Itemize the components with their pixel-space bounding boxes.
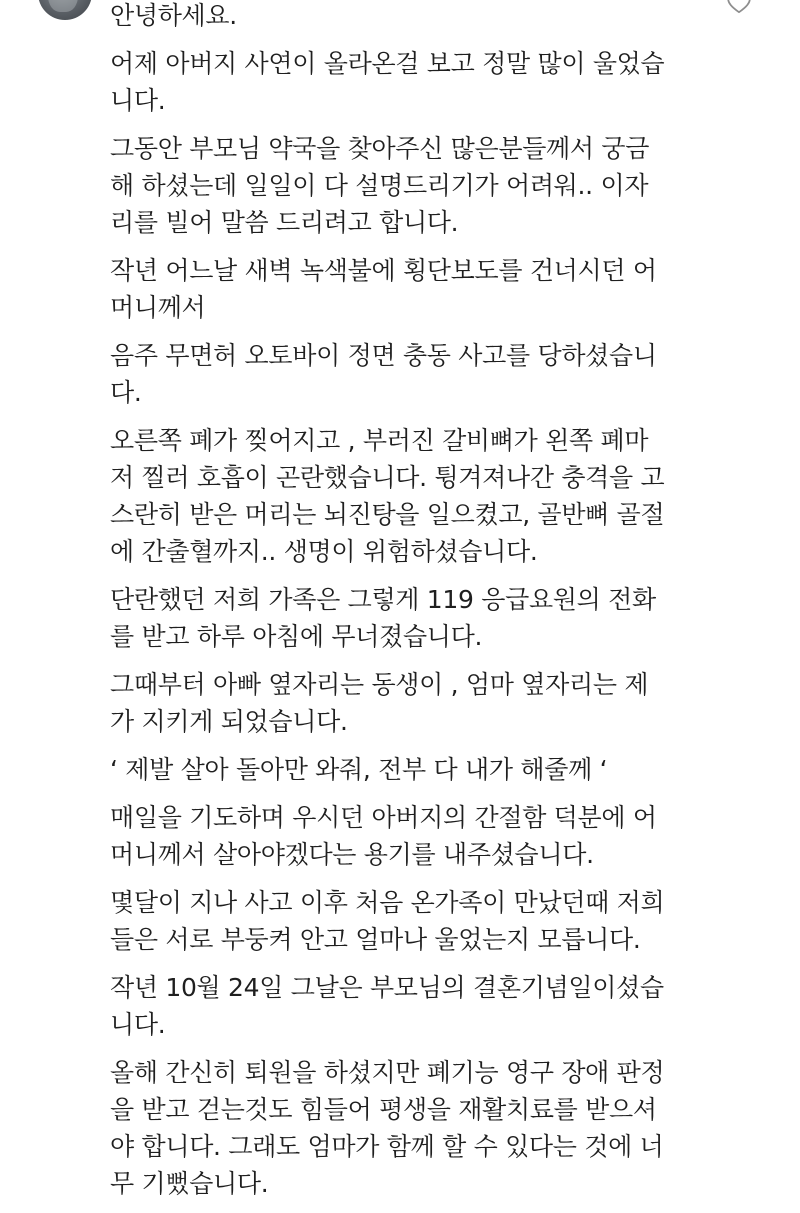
comment-paragraph: 음주 무면허 오토바이 정면 충동 사고를 당하셨습니 다. — [110, 341, 657, 407]
comment-paragraph: 오른쪽 폐가 찢어지고 , 부러진 갈비뼈가 왼쪽 폐마 저 찔러 호흡이 곤란했습니다. 튕겨져나간 충격을 고 스란히 받은 머리는 뇌진탕을 일으켰고, 골반뼈 골절 에 간출혈까지.. 생명이 위험하셨습니다. — [110, 426, 665, 566]
comment-paragraph: 매일을 기도하며 우시던 아버지의 간절함 덕분에 어 머니께서 살아야겠다는 용기를 내주셨습니다. — [110, 803, 657, 869]
comment-quote: ‘ 제발 살아 돌아만 와줘, 전부 다 내가 해줄께 ‘ — [110, 755, 608, 784]
avatar[interactable] — [38, 0, 92, 20]
comment-body — [110, 0, 690, 1213]
comment-paragraph: 작년 어느날 새벽 녹색불에 횡단보도를 건너시던 어 머니께서 — [110, 256, 657, 322]
comment-paragraph: 그때부터 아빠 옆자리는 동생이 , 엄마 옆자리는 제 가 지키게 되었습니다. — [110, 670, 649, 736]
comment-paragraph: 단란했던 저희 가족은 그렇게 119 응급요원의 전화 를 받고 하루 아침에 무너졌습니다. — [110, 585, 656, 651]
comment-paragraph: 올해 간신히 퇴원을 하셨지만 폐기능 영구 장애 판정 을 받고 걷는것도 힘들어 평생을 재활치료를 받으셔 야 합니다. 그래도 엄마가 함께 할 수 있다는 것에 너 무 기뻤습니다. — [110, 1058, 665, 1198]
comment-paragraph: 그동안 부모님 약국을 찾아주신 많은분들께서 궁금 해 하셨는데 일일이 다 설명드리기가 어려워.. 이자 리를 빌어 말씀 드리려고 합니다. — [110, 134, 650, 237]
heart-icon[interactable] — [726, 0, 752, 16]
comment-paragraph: 작년 10월 24일 그날은 부모님의 결혼기념일이셨습 니다. — [110, 973, 664, 1039]
comment-paragraph: 몇달이 지나 사고 이후 처음 온가족이 만났던때 저희 들은 서로 부둥켜 안고 얼마나 울었는지 모릅니다. — [110, 888, 665, 954]
comment-paragraph: 어제 아버지 사연이 올라온걸 보고 정말 많이 울었습 니다. — [110, 49, 665, 115]
comment-paragraph: 안녕하세요. — [110, 1, 237, 30]
